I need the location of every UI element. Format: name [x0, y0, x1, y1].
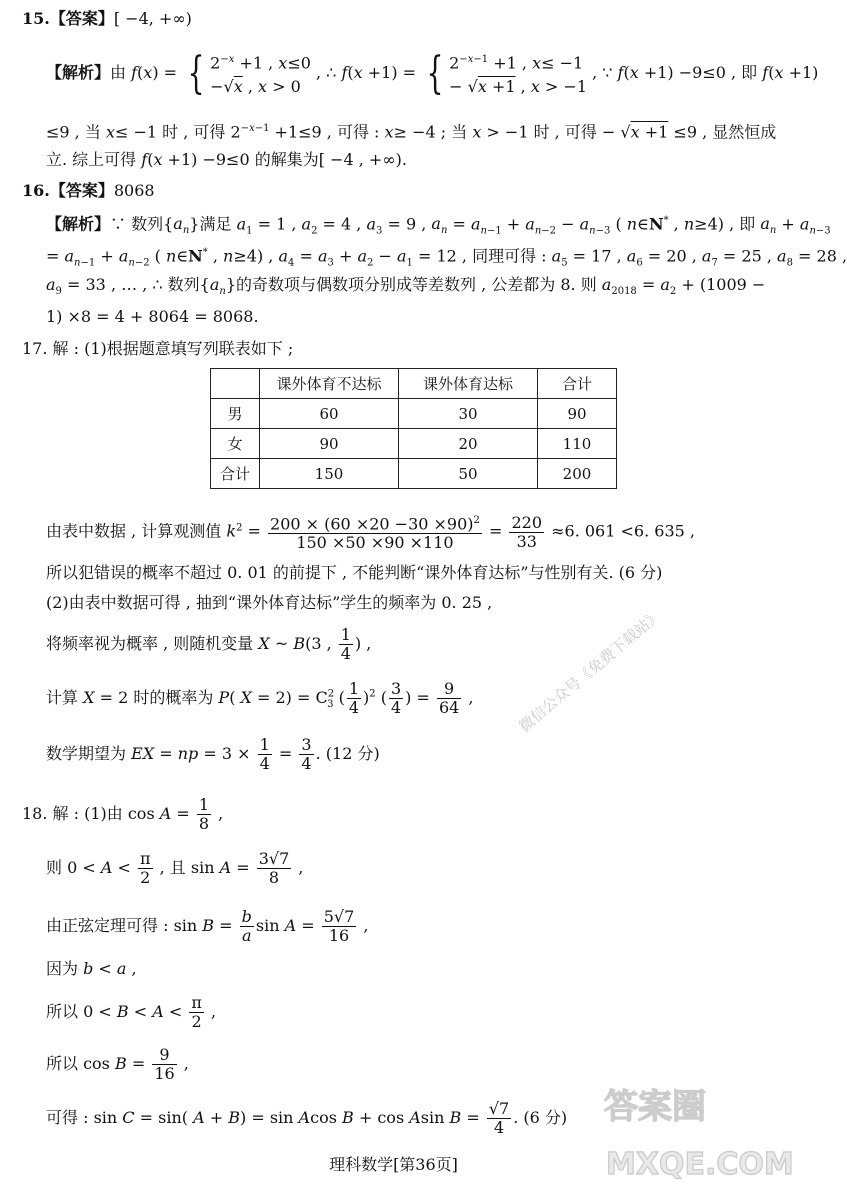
contingency-table [210, 368, 617, 489]
p15-answer: 15.【答案】[ −4, +∞) [22, 9, 192, 28]
p15-solution-line3: 立. 综上可得 f(x +1) −9≤0 的解集为[ −4 , +∞). [46, 150, 407, 169]
p15-solution-line2: ≤9 , 当 x≤ −1 时 , 可得 $2^{-x-1} +1\le 9$ , 可得 : x≥ −4 ; 当 x > −1 时 , 可得 − √x +1 ≤9 , 显然恒成 [46, 122, 777, 142]
table-row [211, 429, 617, 459]
table-row [211, 399, 617, 429]
p17-expectation: 数学期望为 EX = np = 3 × $\frac{1}{4}$ = $\frac{3}{4}$ . (12 分) [46, 735, 380, 773]
p18-sinC: 可得 : sin C = sin( A + B) = sin Acos B + cos Asin B = $\frac{√7}{4}$ . (6 分) [46, 1099, 568, 1137]
table-header-row [211, 369, 617, 399]
p16-answer: 16.【答案】8068 [22, 181, 155, 200]
table-header-cell: 课外体育达标 [399, 369, 538, 399]
table-cell: 男 [211, 399, 260, 429]
table-cell: 30 [399, 399, 538, 429]
table-cell: 女 [211, 429, 260, 459]
p18-sinB: 由正弦定理可得 : sin B = $\frac{b}{a}$ sin A = $\frac{5√7}{16}$ , [46, 907, 369, 945]
p16-solution-line2: = $a_{n-1} + a_{n-2}$ ( n∈N* , n≥4) , $a_4 = a_3 + a_2 - a_1 = 12$ , 同理可得 : $a_5 = 17$ , $a_6 = 20$ , $a_7 = 25$ , $a_8 = 28$ , [46, 246, 847, 269]
table-header-cell [211, 369, 260, 399]
p18-sinA: 则 0 < A < $\frac{\pi}{2}$ , 且 sin A = $\frac{3√7}{8}$ , [46, 849, 304, 887]
table-cell: 60 [260, 399, 399, 429]
page-footer: 理科数学[第36页] [329, 1155, 458, 1174]
table-cell: 合计 [211, 459, 260, 489]
table-cell: 90 [260, 429, 399, 459]
table-cell: 110 [538, 429, 617, 459]
p16-solution-line4: 1) ×8 = 4 + 8064 = 8068. [46, 307, 259, 326]
p15-solution-line1: 【解析】由 f(x) = { $2^{-x} +1$ , x≤0 −√x , x > 0 , ∴ f(x +1) = { $2^{-x-1} +1$ , x≤ −1 − √x +1 , x > −1 , ∵ f(x +1) −9≤0 , 即 f(x +1) [46, 47, 819, 99]
p17-intro: 17. 解 : (1)根据题意填写列联表如下 ; [22, 339, 294, 358]
table-cell: 150 [260, 459, 399, 489]
p16-solution-line3: $a_9 = 33$ , … , ∴ 数列$\{a_n\}$的奇数项与偶数项分别成等差数列 , 公差都为 8. 则 $a_{2018} = a_2 + (1009$ − [46, 275, 766, 298]
p17-k2-formula: 由表中数据 , 计算观测值 $k^2$ = $\frac{200 \times (60 \times 20 -30 \times 90)^2}{150 \times 50 \times 90 \times 110}$ = $\frac{220}{33}$ ≈6. 061 <6. 635 , [46, 512, 695, 553]
table-header-cell: 课外体育不达标 [260, 369, 399, 399]
table-header-cell: 合计 [538, 369, 617, 399]
watermark-text: 微信公众号《免费下载站》 [515, 606, 666, 736]
logo-text: MXQE.COM [606, 1147, 794, 1182]
table-cell: 20 [399, 429, 538, 459]
p18-start: 18. 解 : (1)由 cos A = $\frac{1}{8}$ , [22, 795, 224, 833]
logo-sub-text: 答案圈 [604, 1087, 706, 1127]
p18-B-range: 所以 0 < B < A < $\frac{\pi}{2}$ , [46, 993, 217, 1031]
p16-solution-line1: 【解析】∵ 数列$\{a_n\}$满足 $a_1 = 1$ , $a_2 = 4$ , $a_3 = 9$ , $a_n = a_{n-1} + a_{n-2} - a_{n-3}$ ( n∈N* , n≥4) , 即 $a_n + a_{n-3}$ [46, 214, 831, 237]
table-row [211, 459, 617, 489]
p17-probability: 计算 X = 2 时的概率为 P( $X = 2) = C^2_3$ ( $\frac{1}{4}$ )$^2$ ( $\frac{3}{4}$ ) = $\frac{9}{64}$ , [46, 679, 474, 717]
table-cell: 200 [538, 459, 617, 489]
p18-cosB: 所以 cos B = $\frac{9}{16}$ , [46, 1045, 189, 1083]
table-cell: 50 [399, 459, 538, 489]
p17-binomial: 将频率视为概率 , 则随机变量 X ~ B(3 , $\frac{1}{4}$ ) , [46, 625, 372, 663]
table-cell: 90 [538, 399, 617, 429]
p18-b-less-a: 因为 b < a , [46, 959, 137, 978]
p17-part2-intro: (2)由表中数据可得 , 抽到“课外体育达标”学生的频率为 0. 25 , [46, 593, 493, 612]
p17-conclusion-1: 所以犯错误的概率不超过 0. 01 的前提下 , 不能判断“课外体育达标”与性别有关. (6 分) [46, 563, 663, 582]
